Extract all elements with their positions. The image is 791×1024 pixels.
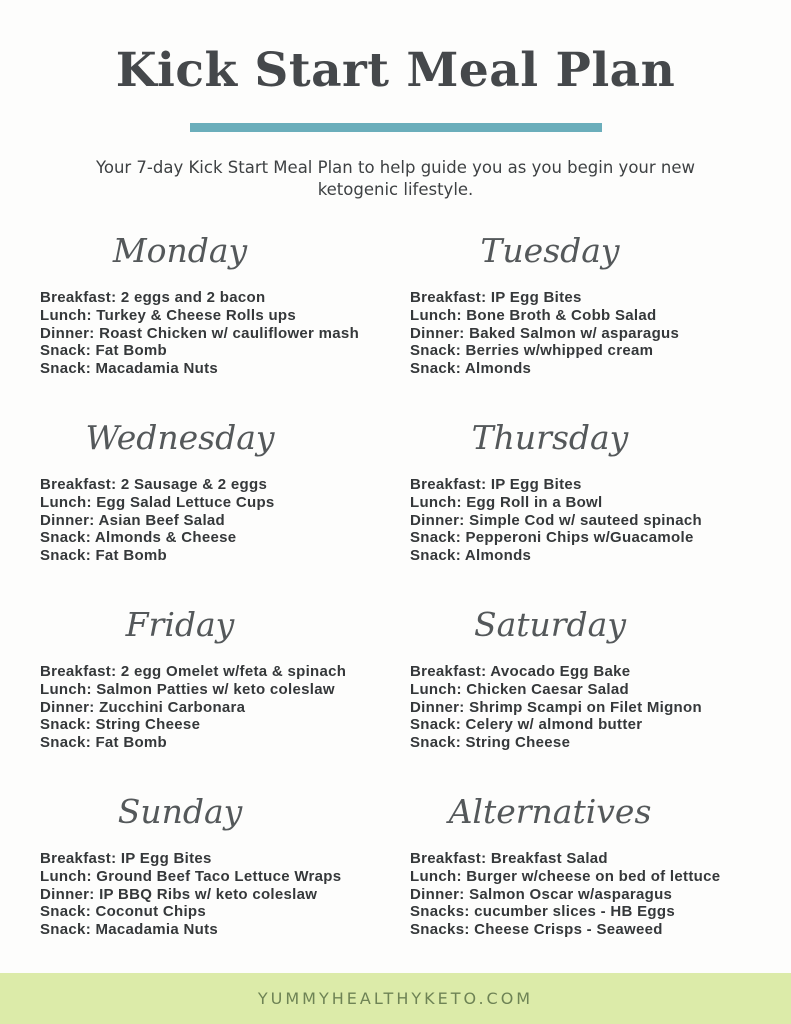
page-title: Kick Start Meal Plan — [115, 43, 676, 98]
meal-list — [410, 476, 780, 565]
meal-line-lunch: Lunch: Salmon Patties w/ keto coleslaw — [40, 680, 335, 698]
day-heading-friday: Friday — [125, 604, 235, 644]
meal-line-dinner: Dinner: Baked Salmon w/ asparagus — [410, 324, 680, 342]
meal-line-breakfast: Breakfast: Breakfast Salad — [410, 849, 608, 867]
meal-line-breakfast: Breakfast: IP Egg Bites — [40, 849, 212, 867]
meal-line-breakfast: Breakfast: Avocado Egg Bake — [410, 662, 631, 680]
meal-line-dinner: Dinner: IP BBQ Ribs w/ keto coleslaw — [40, 885, 318, 903]
meal-line-dinner: Dinner: Asian Beef Salad — [40, 511, 226, 529]
meal-line-breakfast: Breakfast: 2 eggs and 2 bacon — [40, 289, 266, 306]
meal-line-snack-1: Snack: Coconut Chips — [40, 903, 207, 921]
website-url: YUMMYHEALTHYKETO.COM — [257, 989, 534, 1008]
day-heading-tuesday: Tuesday — [480, 231, 620, 270]
meal-line-lunch: Lunch: Egg Roll in a Bowl — [410, 493, 603, 511]
day-heading-sunday: Sunday — [117, 791, 243, 831]
day-section-friday — [40, 601, 410, 752]
meal-line-dinner: Dinner: Simple Cod w/ sauteed spinach — [410, 511, 702, 529]
meal-line-snack-1: Snack: Pepperoni Chips w/Guacamole — [410, 529, 694, 547]
day-section-monday — [40, 227, 410, 378]
meal-line-breakfast: Breakfast: IP Egg Bites — [410, 475, 582, 493]
meal-line-snack-2: Snack: Almonds — [410, 360, 532, 378]
day-heading-saturday: Saturday — [473, 604, 626, 644]
day-section-sunday — [40, 788, 410, 939]
accent-divider-bar — [190, 123, 602, 132]
meal-line-lunch: Lunch: Turkey & Cheese Rolls ups — [40, 306, 297, 324]
day-section-saturday — [410, 601, 780, 752]
meal-line-lunch: Lunch: Burger w/cheese on bed of lettuce — [410, 867, 721, 885]
meal-list — [40, 476, 410, 565]
meal-line-snack-1: Snack: Berries w/whipped cream — [410, 342, 654, 360]
meal-list — [40, 663, 410, 752]
meal-line-lunch: Lunch: Ground Beef Taco Lettuce Wraps — [40, 867, 342, 885]
meal-line-snack-2: Snack: String Cheese — [410, 734, 571, 752]
meal-list — [410, 850, 780, 939]
meal-line-lunch: Lunch: Egg Salad Lettuce Cups — [40, 493, 275, 511]
meal-line-dinner: Dinner: Salmon Oscar w/asparagus — [410, 885, 673, 903]
meal-line-snack-1: Snack: Fat Bomb — [40, 342, 168, 360]
meal-line-breakfast: Breakfast: 2 egg Omelet w/feta & spinach — [40, 662, 347, 680]
day-section-alternatives — [410, 788, 780, 939]
footer-band — [0, 973, 791, 1024]
day-heading-thursday: Thursday — [471, 417, 629, 457]
meal-line-snacks-2: Snacks: Cheese Crisps - Seaweed — [410, 921, 663, 939]
meal-line-snack-2: Snack: Fat Bomb — [40, 547, 168, 565]
day-section-wednesday — [40, 414, 410, 565]
day-heading-alternatives: Alternatives — [448, 791, 652, 831]
document-header — [0, 0, 791, 201]
meal-line-dinner: Dinner: Roast Chicken w/ cauliflower mash — [40, 324, 360, 342]
meal-plan-grid — [0, 227, 791, 939]
day-section-tuesday — [410, 227, 780, 378]
meal-line-lunch: Lunch: Chicken Caesar Salad — [410, 680, 630, 698]
day-heading-monday: Monday — [112, 231, 248, 270]
meal-line-dinner: Dinner: Zucchini Carbonara — [40, 698, 246, 716]
meal-line-snack-2: Snack: Macadamia Nuts — [40, 360, 219, 378]
meal-line-breakfast: Breakfast: IP Egg Bites — [410, 289, 582, 306]
meal-list — [410, 289, 780, 378]
meal-list — [40, 850, 410, 939]
meal-line-breakfast: Breakfast: 2 Sausage & 2 eggs — [40, 475, 268, 493]
meal-line-snack-1: Snack: Almonds & Cheese — [40, 529, 237, 547]
page-subtitle: Your 7-day Kick Start Meal Plan to help guide you as you begin your new ketogenic lifestyle. — [95, 158, 696, 199]
meal-list — [410, 663, 780, 752]
meal-line-snack-2: Snack: Almonds — [410, 547, 532, 565]
meal-line-snack-1: Snack: String Cheese — [40, 716, 201, 734]
day-heading-wednesday: Wednesday — [85, 417, 275, 457]
meal-line-snacks-1: Snacks: cucumber slices - HB Eggs — [410, 903, 675, 921]
day-section-thursday — [410, 414, 780, 565]
meal-line-snack-1: Snack: Celery w/ almond butter — [410, 716, 643, 734]
meal-line-snack-2: Snack: Macadamia Nuts — [40, 921, 219, 939]
meal-line-lunch: Lunch: Bone Broth & Cobb Salad — [410, 306, 657, 324]
meal-list — [40, 289, 410, 378]
meal-line-dinner: Dinner: Shrimp Scampi on Filet Mignon — [410, 698, 702, 716]
meal-line-snack-2: Snack: Fat Bomb — [40, 734, 168, 752]
